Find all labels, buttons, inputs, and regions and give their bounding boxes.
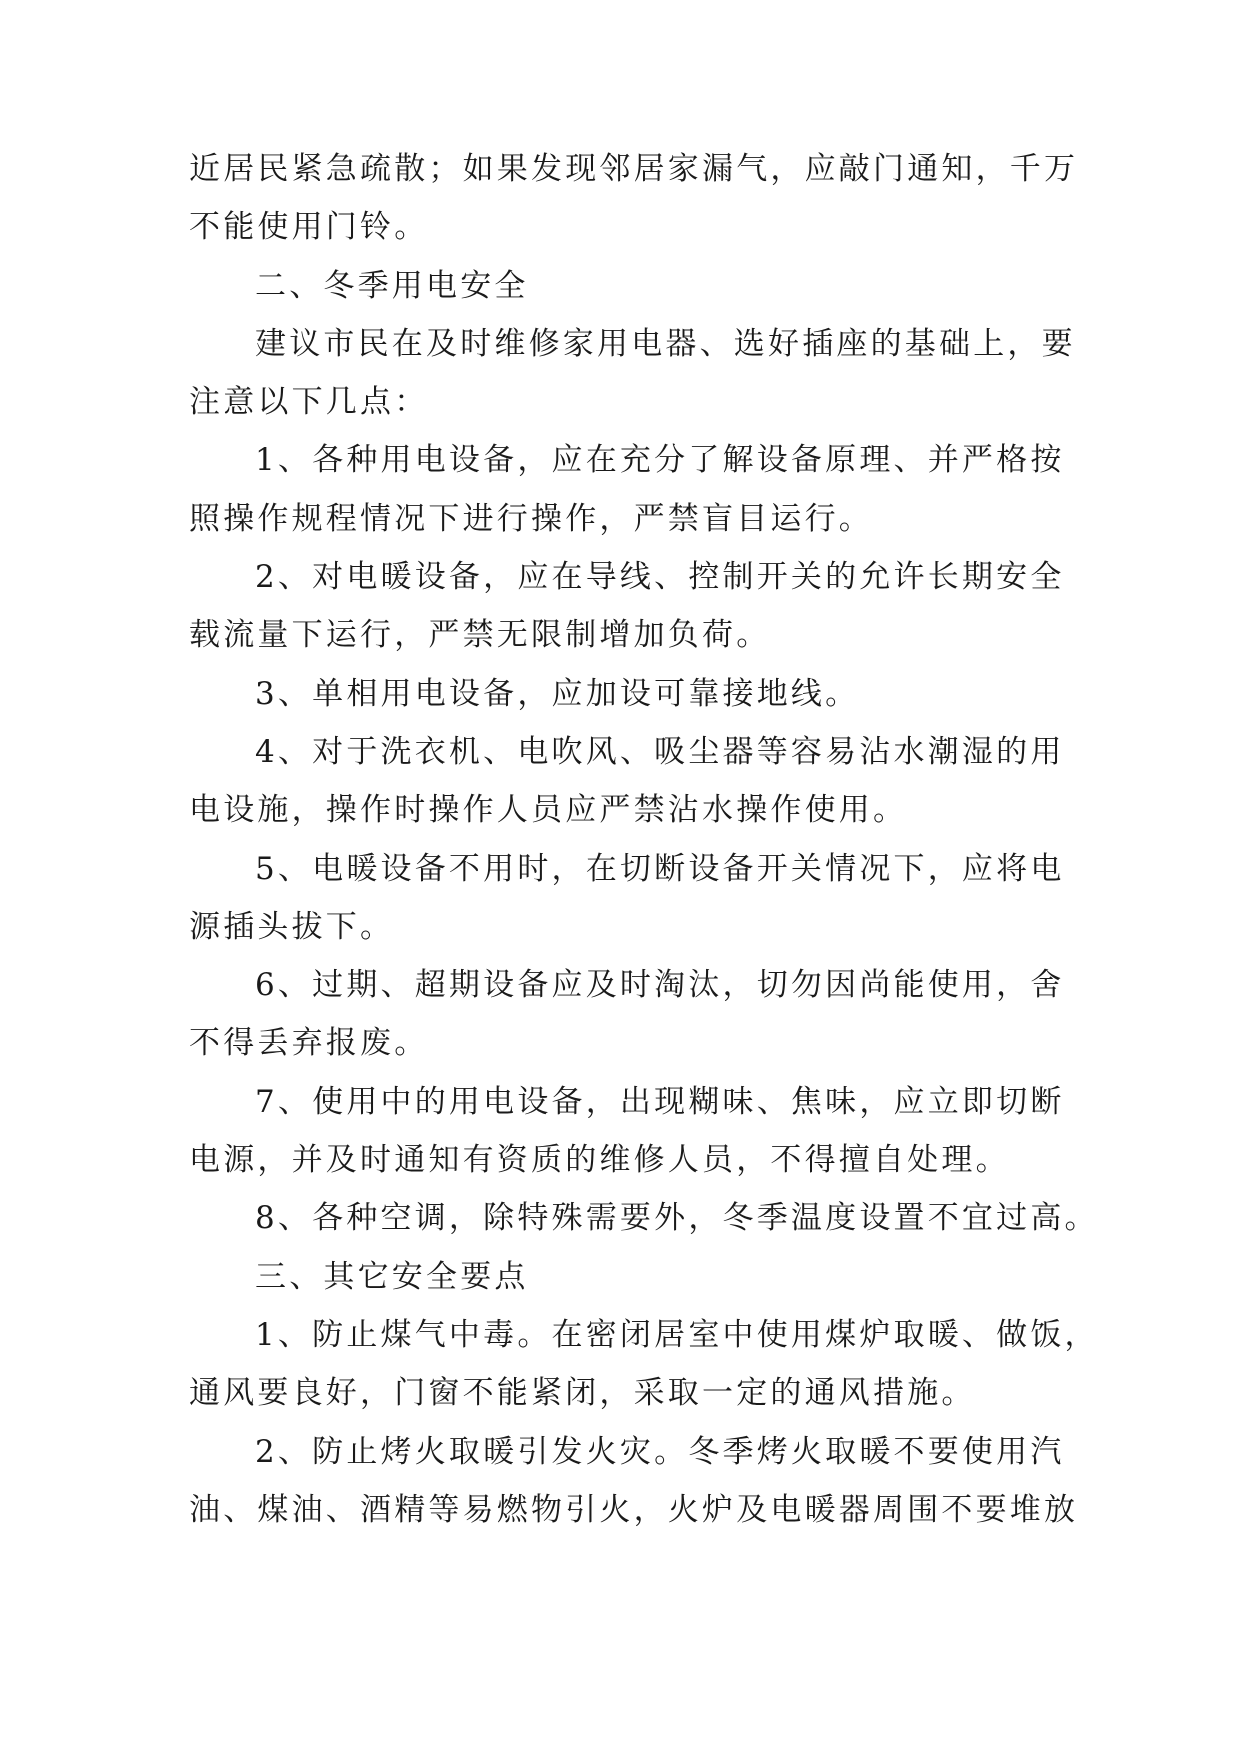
list-item-line: 通风要良好，门窗不能紧闭，采取一定的通风措施。 <box>189 1375 976 1412</box>
section-heading: 三、其它安全要点 <box>255 1258 529 1295</box>
list-item-line: 3、单相用电设备，应加设可靠接地线。 <box>255 675 860 712</box>
list-item-line: 载流量下运行，严禁无限制增加负荷。 <box>189 617 771 654</box>
list-item-line: 8、各种空调，除特殊需要外，冬季温度设置不宜过高。 <box>255 1200 1099 1237</box>
list-item-line: 5、电暖设备不用时，在切断设备开关情况下，应将电 <box>255 850 1065 887</box>
list-item-line: 2、对电暖设备，应在导线、控制开关的允许长期安全 <box>255 559 1065 596</box>
list-item-line: 源插头拔下。 <box>189 908 395 945</box>
list-item-line: 1、各种用电设备，应在充分了解设备原理、并严格按 <box>255 442 1065 479</box>
list-item-line: 油、煤油、酒精等易燃物引火，火炉及电暖器周围不要堆放 <box>189 1491 1079 1528</box>
text-line: 建议市民在及时维修家用电器、选好插座的基础上，要 <box>255 325 1076 362</box>
list-item-line: 4、对于洗衣机、电吹风、吸尘器等容易沾水潮湿的用 <box>255 733 1065 770</box>
text-line: 近居民紧急疏散；如果发现邻居家漏气，应敲门通知，千万 <box>189 151 1079 187</box>
list-item-line: 2、防止烤火取暖引发火灾。冬季烤火取暖不要使用汽 <box>255 1433 1065 1470</box>
list-item-line: 7、使用中的用电设备，出现糊味、焦味，应立即切断 <box>255 1083 1065 1120</box>
list-item-line: 电设施，操作时操作人员应严禁沾水操作使用。 <box>189 792 908 829</box>
text-line: 不能使用门铃。 <box>189 209 429 246</box>
document-body <box>189 140 1099 1539</box>
list-item-line: 6、过期、超期设备应及时淘汰，切勿因尚能使用，舍 <box>255 967 1065 1004</box>
section-heading: 二、冬季用电安全 <box>255 267 529 304</box>
list-item-line: 电源，并及时通知有资质的维修人员，不得擅自处理。 <box>189 1142 1010 1179</box>
list-item-line: 不得丢弃报废。 <box>189 1025 429 1062</box>
list-item-line: 1、防止煤气中毒。在密闭居室中使用煤炉取暖、做饭， <box>255 1316 1099 1353</box>
text-line: 注意以下几点： <box>189 384 429 421</box>
list-item-line: 照操作规程情况下进行操作，严禁盲目运行。 <box>189 500 873 537</box>
